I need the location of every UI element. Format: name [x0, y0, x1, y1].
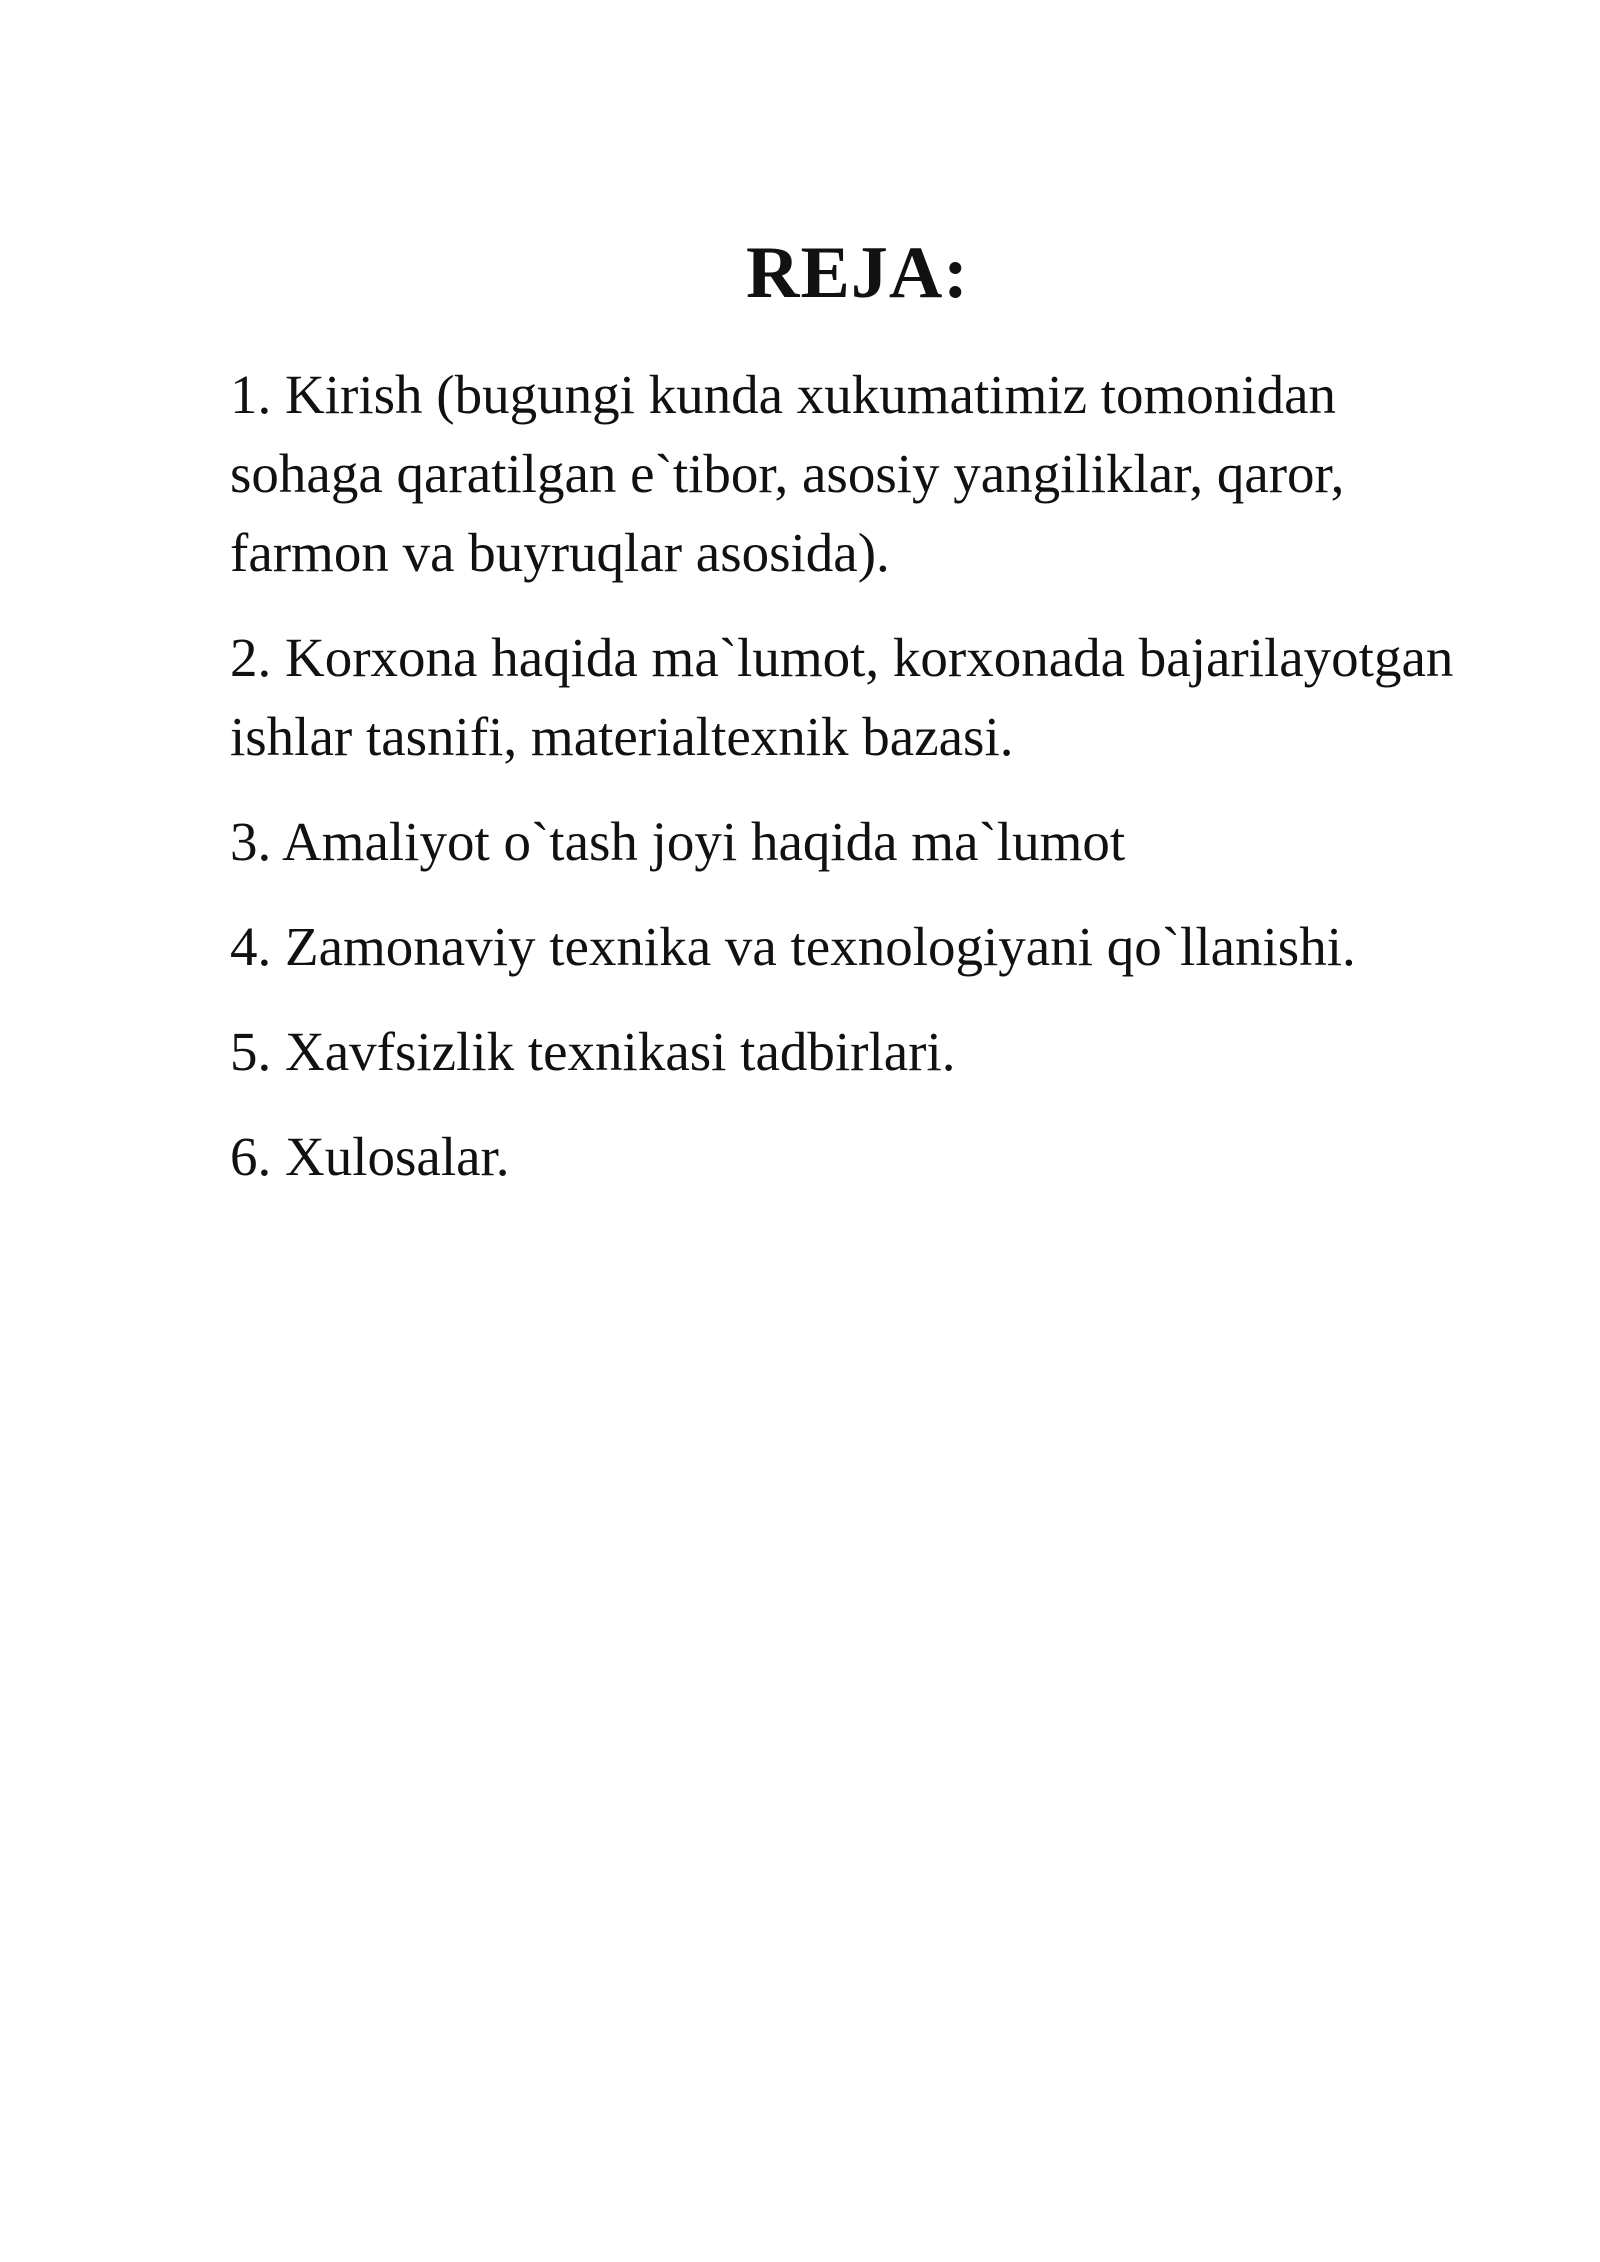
plan-item-6: 6. Xulosalar. — [230, 1126, 510, 1187]
plan-item-2: 2. Korxona haqida ma`lumot, korxonada bajarilayotgan ishlar tasnifi, materialtexnik bazasi. — [230, 627, 1454, 767]
plan-item-1: 1. Kirish (bugungi kunda xukumatimiz tomonidan sohaga qaratilgan e`tibor, asosiy yangiliklar, qaror, farmon va buyruqlar asosida). — [230, 364, 1345, 583]
plan-item-5: 5. Xavfsizlik texnikasi tadbirlari. — [230, 1021, 956, 1082]
plan-item-3: 3. Amaliyot o`tash joyi haqida ma`lumot — [230, 811, 1126, 872]
plan-list — [230, 355, 1480, 1222]
page-title: REJA: — [746, 232, 969, 314]
plan-item-4: 4. Zamonaviy texnika va texnologiyani qo`llanishi. — [230, 916, 1356, 977]
